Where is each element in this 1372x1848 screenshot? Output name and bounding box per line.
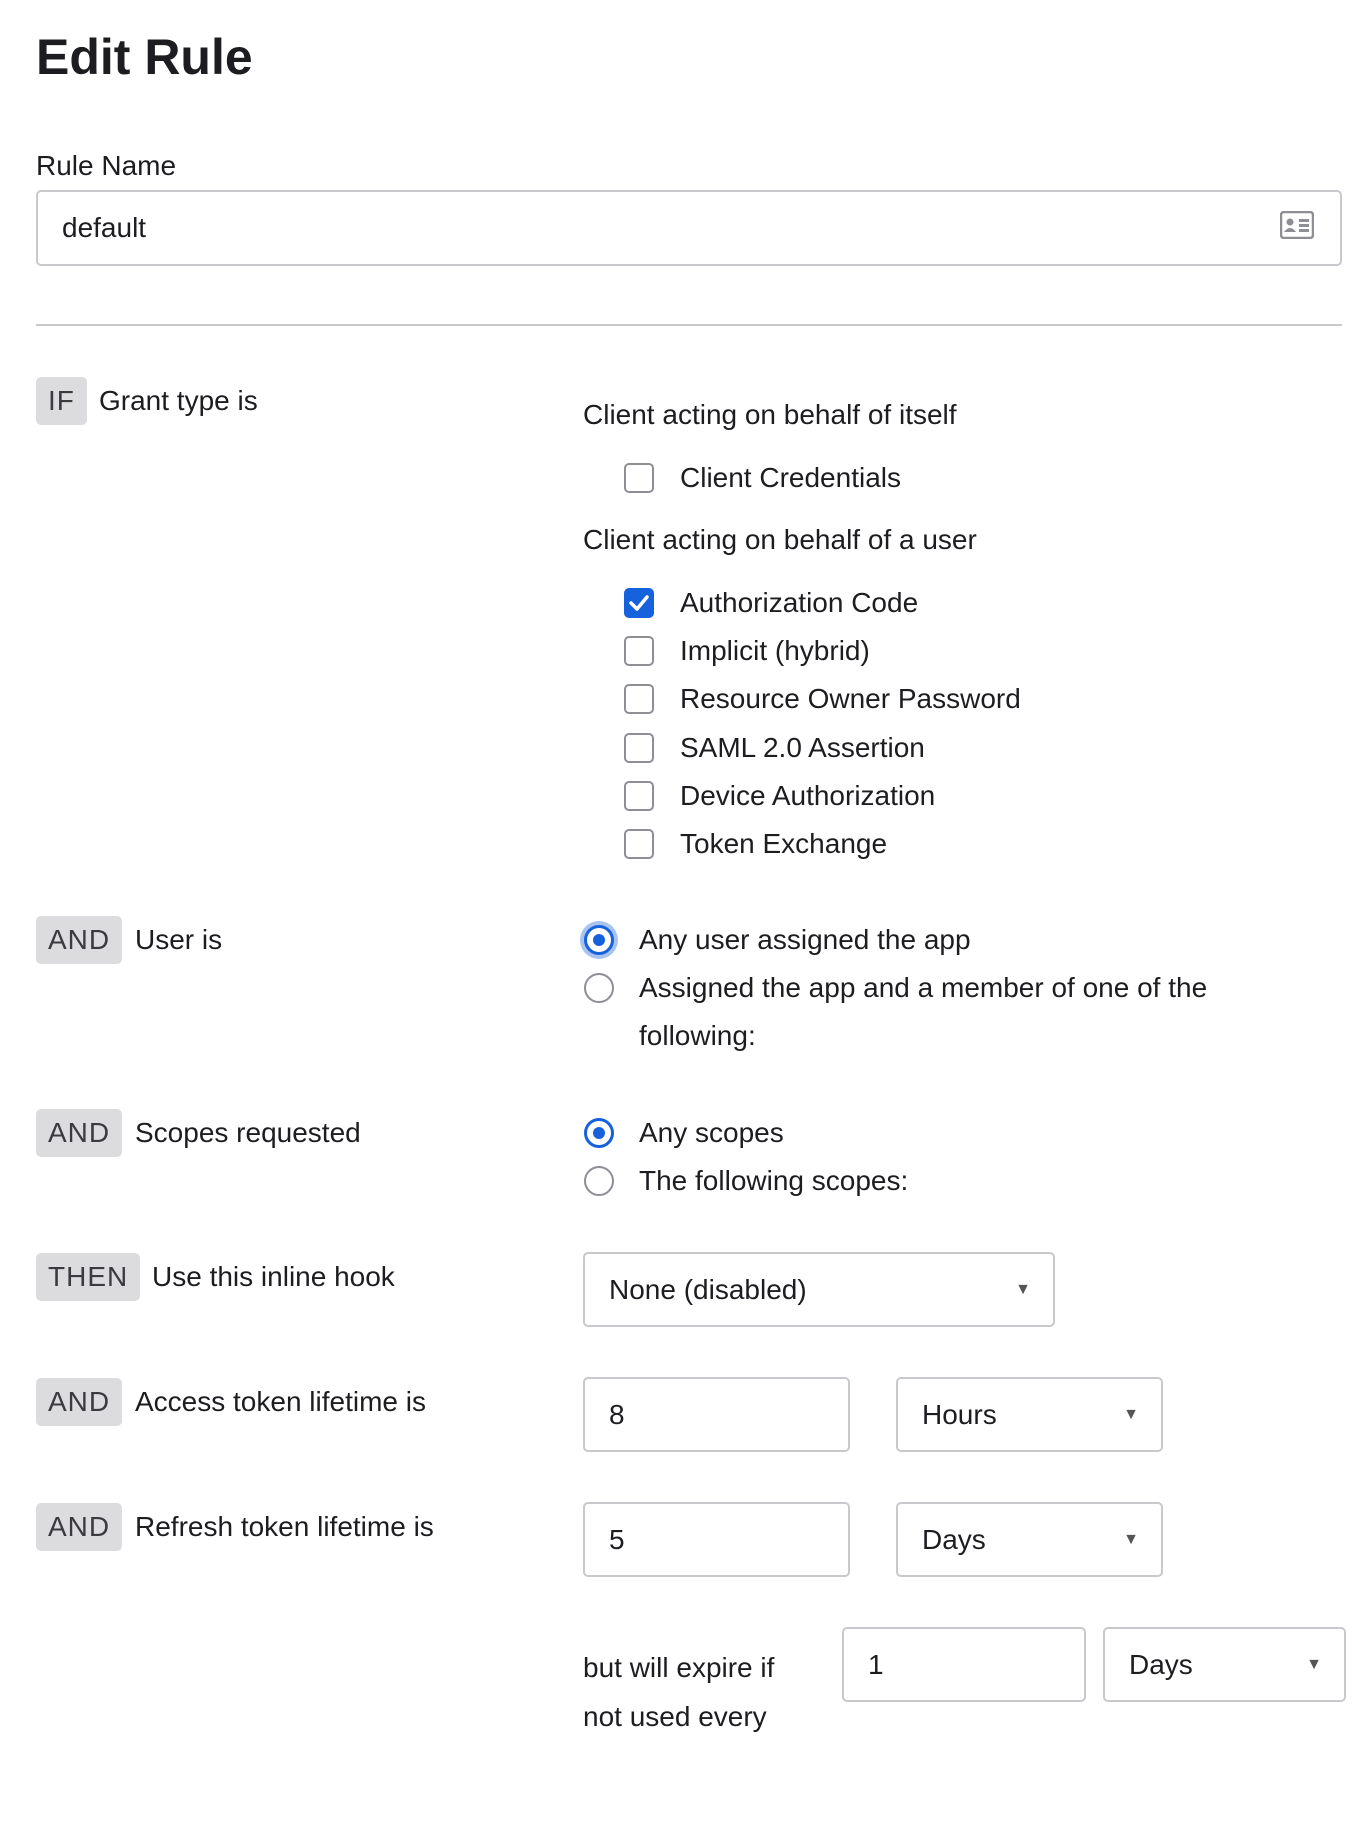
section-divider bbox=[36, 324, 1342, 326]
access-token-unit: Hours bbox=[922, 1398, 997, 1430]
rule-name-input[interactable] bbox=[36, 190, 1342, 266]
refresh-token-label: Refresh token lifetime is bbox=[135, 1511, 434, 1542]
group-label-user: Client acting on behalf of a user bbox=[583, 524, 977, 555]
radio-label-continued: following: bbox=[639, 1020, 756, 1051]
scopes-label: Scopes requested bbox=[135, 1117, 361, 1148]
then-badge: THEN bbox=[36, 1253, 140, 1301]
expire-label: but will expire if bbox=[583, 1652, 775, 1683]
option-label: Authorization Code bbox=[680, 587, 919, 618]
option-label: Device Authorization bbox=[680, 780, 936, 811]
if-badge: IF bbox=[36, 377, 87, 425]
grant-type-label: Grant type is bbox=[99, 385, 258, 416]
and-badge: AND bbox=[36, 1109, 122, 1157]
refresh-token-unit-select[interactable] bbox=[896, 1502, 1163, 1577]
chevron-down-icon: ▼ bbox=[1123, 1405, 1139, 1423]
rule-name-value: default bbox=[62, 212, 147, 243]
option-label: Implicit (hybrid) bbox=[680, 635, 870, 666]
rule-name-label: Rule Name bbox=[36, 150, 177, 181]
radio-label: The following scopes: bbox=[639, 1165, 909, 1196]
checkbox-implicit-hybrid[interactable] bbox=[624, 636, 654, 666]
expire-input[interactable] bbox=[842, 1627, 1086, 1702]
checkbox-device-authorization[interactable] bbox=[624, 781, 654, 811]
expire-unit-select[interactable] bbox=[1103, 1627, 1346, 1702]
checkbox-saml-assertion[interactable] bbox=[624, 733, 654, 763]
check-icon bbox=[626, 590, 652, 616]
radio-any-user[interactable] bbox=[584, 925, 614, 955]
radio-label: Assigned the app and a member of one of the bbox=[639, 972, 1208, 1003]
radio-assigned-member[interactable] bbox=[584, 973, 614, 1003]
option-label: Client Credentials bbox=[680, 462, 901, 493]
inline-hook-label: Use this inline hook bbox=[152, 1261, 395, 1292]
access-token-input[interactable] bbox=[583, 1377, 850, 1452]
refresh-token-input[interactable] bbox=[583, 1502, 850, 1577]
option-label: Token Exchange bbox=[680, 828, 888, 859]
radio-following-scopes[interactable] bbox=[584, 1166, 614, 1196]
and-badge: AND bbox=[36, 1378, 122, 1426]
option-label: Resource Owner Password bbox=[680, 683, 1021, 714]
chevron-down-icon: ▼ bbox=[1123, 1530, 1139, 1548]
checkbox-resource-owner-password[interactable] bbox=[624, 684, 654, 714]
group-label-itself: Client acting on behalf of itself bbox=[583, 399, 957, 430]
radio-any-scopes[interactable] bbox=[584, 1118, 614, 1148]
and-badge: AND bbox=[36, 1503, 122, 1551]
option-label: SAML 2.0 Assertion bbox=[680, 732, 925, 763]
expire-unit: Days bbox=[1129, 1648, 1193, 1680]
chevron-down-icon: ▼ bbox=[1306, 1655, 1322, 1673]
expire-value: 1 bbox=[868, 1648, 884, 1680]
contact-card-icon bbox=[1280, 211, 1314, 246]
and-badge: AND bbox=[36, 916, 122, 964]
user-is-label: User is bbox=[135, 924, 223, 955]
checkbox-token-exchange[interactable] bbox=[624, 829, 654, 859]
access-token-label: Access token lifetime is bbox=[135, 1386, 426, 1417]
page-title: Edit Rule bbox=[36, 29, 253, 85]
inline-hook-value: None (disabled) bbox=[609, 1273, 807, 1305]
refresh-token-value: 5 bbox=[609, 1523, 625, 1555]
refresh-token-unit: Days bbox=[922, 1523, 986, 1555]
radio-label: Any user assigned the app bbox=[639, 924, 971, 955]
checkbox-client-credentials[interactable] bbox=[624, 463, 654, 493]
inline-hook-select[interactable] bbox=[583, 1252, 1055, 1327]
chevron-down-icon: ▼ bbox=[1015, 1280, 1031, 1298]
access-token-unit-select[interactable] bbox=[896, 1377, 1163, 1452]
access-token-value: 8 bbox=[609, 1398, 625, 1430]
radio-label: Any scopes bbox=[639, 1117, 784, 1148]
expire-label-continued: not used every bbox=[583, 1701, 767, 1732]
checkbox-authorization-code[interactable] bbox=[624, 588, 654, 618]
